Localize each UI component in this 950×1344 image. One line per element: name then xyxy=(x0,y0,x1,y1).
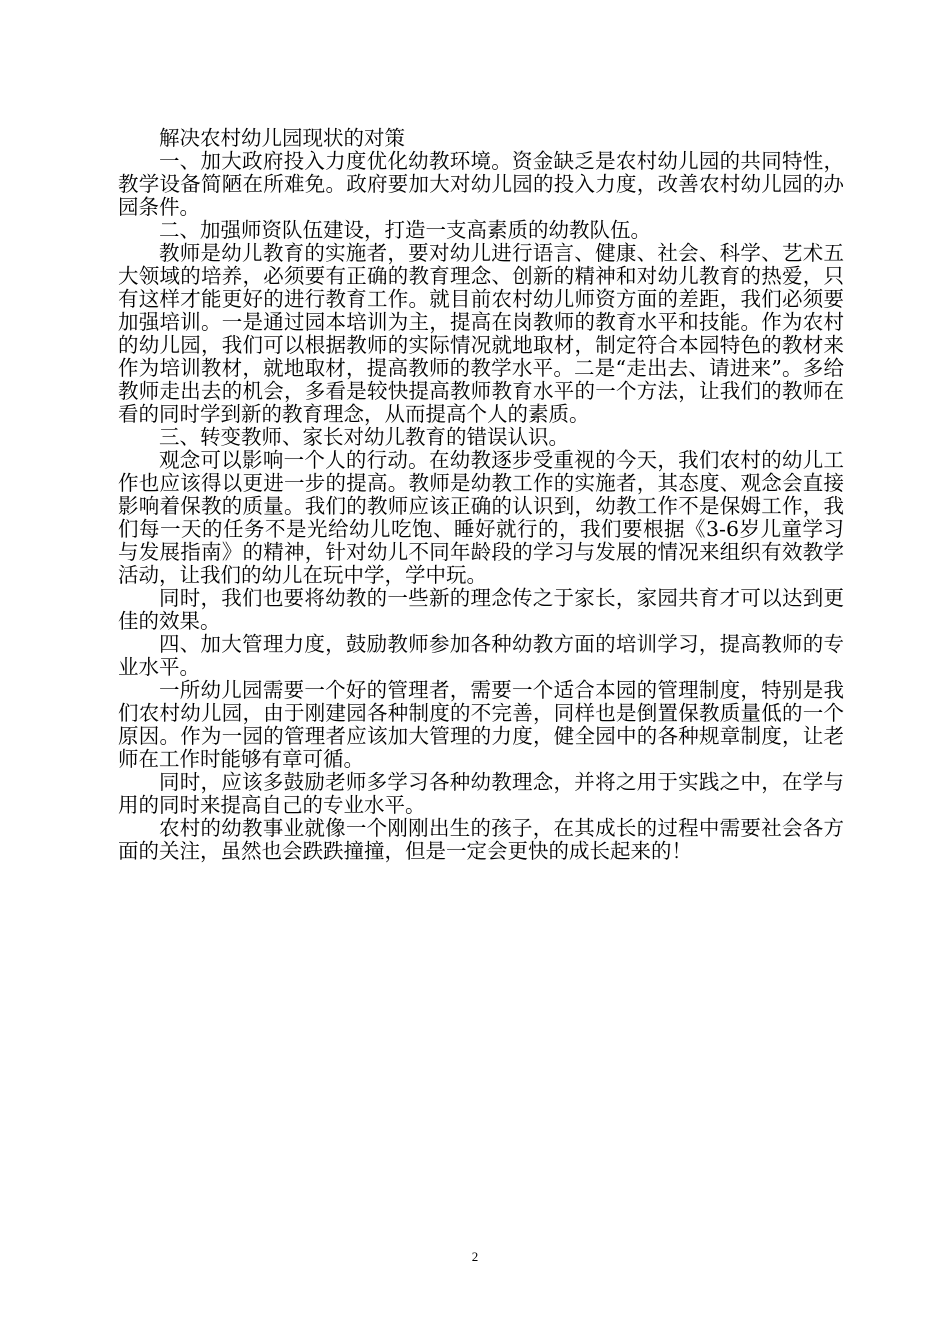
paragraph-3: 教师是幼儿教育的实施者，要对幼儿进行语言、健康、社会、科学、艺术五大领域的培养，必须要有正确的教育理念、创新的精神和对幼儿教育的热爱，只有这样才能更好的进行教育工作。就目前农村幼儿师资方面的差距，我们必须要加强培训。一是通过园本培训为主，提高在岗教师的教育水平和技能。作为农村的幼儿园，我们可以根据教师的实际情况就地取材，制定符合本园特色的教材来作为培训教材，就地取材，提高教师的教学水平。二是“走出去、请进来”。多给教师走出去的机会，多看是较快提高教师教育水平的一个方法，让我们的教师在看的同时学到新的教育理念，从而提高个人的素质。 xyxy=(118,241,844,426)
paragraph-8: 一所幼儿园需要一个好的管理者，需要一个适合本园的管理制度，特别是我们农村幼儿园，由于刚建园各种制度的不完善，同样也是倒置保教质量低的一个原因。作为一园的管理者应该加大管理的力度，健全园中的各种规章制度，让老师在工作时能够有章可循。 xyxy=(118,678,844,771)
paragraph-2: 二、加强师资队伍建设，打造一支高素质的幼教队伍。 xyxy=(159,218,651,242)
document-body xyxy=(118,127,844,863)
paragraph-9: 同时，应该多鼓励老师多学习各种幼教理念，并将之用于实践之中，在学与用的同时来提高自己的专业水平。 xyxy=(118,770,844,817)
document-title: 解决农村幼儿园现状的对策 xyxy=(159,126,405,150)
paragraph-6: 同时，我们也要将幼教的一些新的理念传之于家长，家园共育才可以达到更佳的效果。 xyxy=(118,586,844,633)
paragraph-10: 农村的幼教事业就像一个刚刚出生的孩子，在其成长的过程中需要社会各方面的关注，虽然也会跌跌撞撞，但是一定会更快的成长起来的！ xyxy=(118,816,844,863)
paragraph-4: 三、转变教师、家长对幼儿教育的错误认识。 xyxy=(159,425,569,449)
paragraph-5: 观念可以影响一个人的行动。在幼教逐步受重视的今天，我们农村的幼儿工作也应该得以更进一步的提高。教师是幼教工作的实施者，其态度、观念会直接影响着保教的质量。我们的教师应该正确的认识到，幼教工作不是保姆工作，我们每一天的任务不是光给幼儿吃饱、睡好就行的，我们要根据《3-6岁儿童学习与发展指南》的精神，针对幼儿不同年龄段的学习与发展的情况来组织有效教学活动，让我们的幼儿在玩中学，学中玩。 xyxy=(118,448,844,587)
paragraph-7: 四、加大管理力度，鼓励教师参加各种幼教方面的培训学习，提高教师的专业水平。 xyxy=(118,632,844,679)
paragraph-1: 一、加大政府投入力度优化幼教环境。资金缺乏是农村幼儿园的共同特性，教学设备简陋在所难免。政府要加大对幼儿园的投入力度，改善农村幼儿园的办园条件。 xyxy=(118,149,844,219)
page-number: 2 xyxy=(471,1249,479,1264)
